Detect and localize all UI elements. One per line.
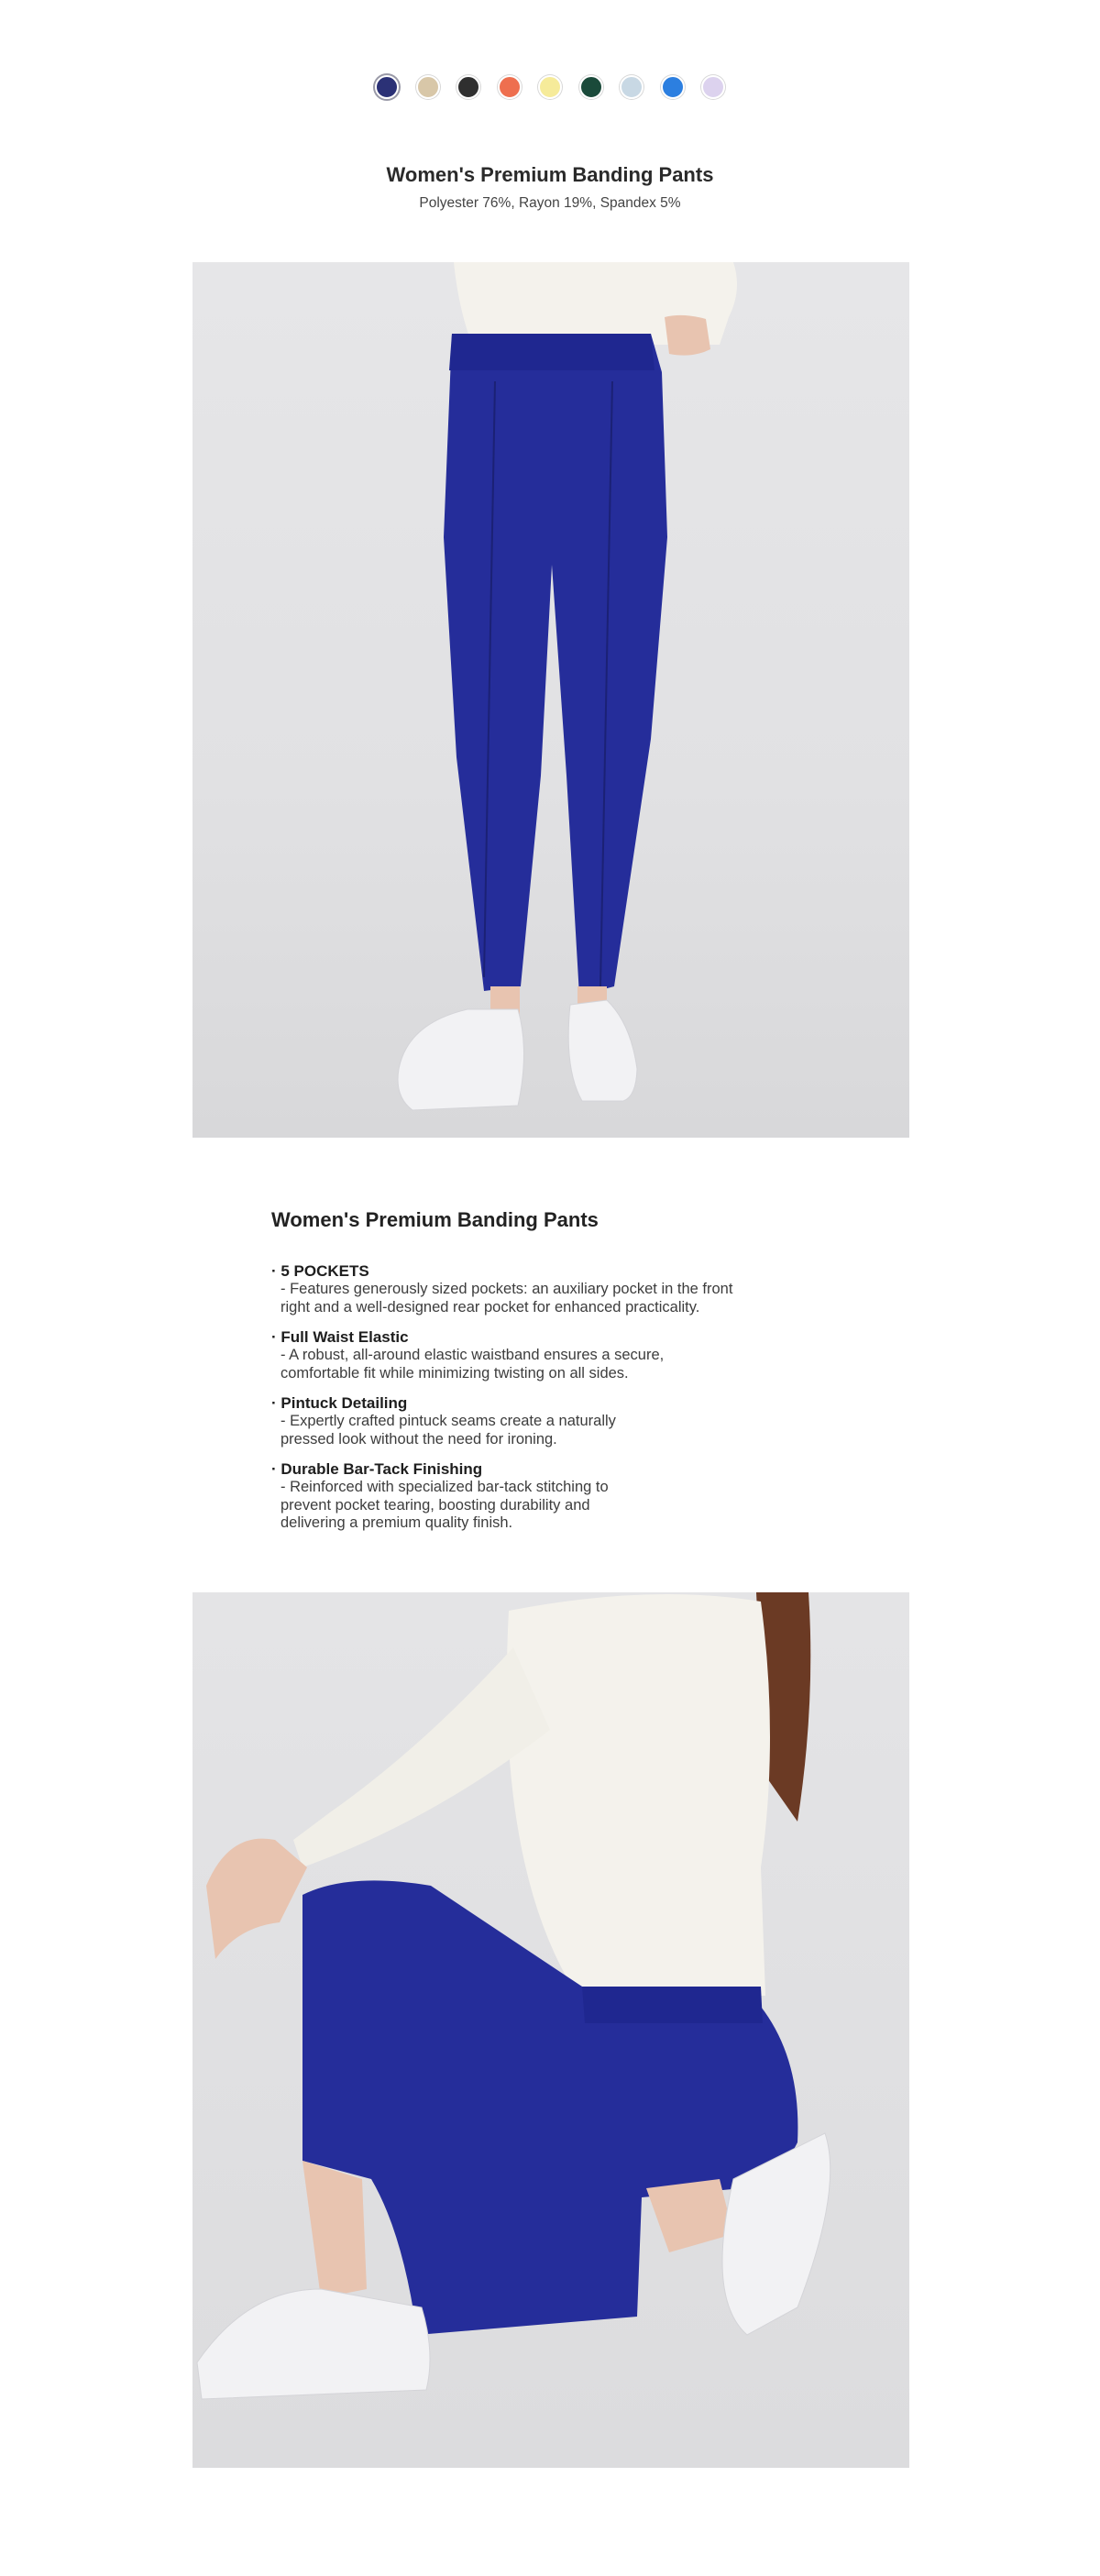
color-swatch[interactable] [375,75,399,99]
sleeve-shape [293,1647,550,1867]
shoe-left [398,1009,524,1110]
shoe-left [197,2289,430,2399]
color-swatch[interactable] [701,75,725,99]
feature-name: · Pintuck Detailing [271,1394,408,1412]
color-swatch[interactable] [416,75,440,99]
features-title: Women's Premium Banding Pants [271,1208,599,1231]
feature-item [271,1262,840,1316]
color-swatch[interactable] [538,75,562,99]
product-title: Women's Premium Banding Pants [386,163,714,186]
feature-name: · Full Waist Elastic [271,1328,409,1346]
shoe-right [568,1000,637,1101]
product-photo-front [192,262,909,1138]
color-swatch[interactable] [579,75,603,99]
feature-description: - Features generously sized pockets: an auxiliary pocket in the front right and a well-designed rear pocket for enhanced practicality. [280,1281,733,1316]
ankle-right [646,2179,733,2252]
model-front-illustration [192,262,909,1138]
color-swatch[interactable] [661,75,685,99]
color-swatch[interactable] [456,75,480,99]
hand-shape [665,315,710,356]
color-swatch-list [0,73,1100,101]
feature-list [271,1262,840,1545]
feature-description: - A robust, all-around elastic waistband ensures a secure, comfortable fit while minimizing twisting on all sides. [280,1347,665,1382]
feature-name: · 5 POCKETS [271,1262,369,1280]
color-swatch[interactable] [620,75,644,99]
product-photo-kneeling [192,1592,909,2468]
pants-shape [444,334,667,996]
hands-shape [206,1839,307,1959]
fabric-composition: Polyester 76%, Rayon 19%, Spandex 5% [419,195,681,211]
feature-description: - Expertly crafted pintuck seams create a naturally pressed look without the need for ironing. [280,1413,616,1448]
waistband-shape [449,334,654,370]
calf-shape [302,2161,367,2298]
feature-item [271,1394,840,1448]
model-kneeling-illustration [192,1592,909,2468]
feature-name: · Durable Bar-Tack Finishing [271,1460,483,1478]
feature-description: - Reinforced with specialized bar-tack stitching to prevent pocket tearing, boosting durability and delivering a premium quality finish. [280,1479,609,1531]
shirt-shape [507,1594,770,1996]
color-swatch[interactable] [498,75,522,99]
waistband-shape [582,1987,763,2023]
feature-item [271,1328,840,1382]
feature-item [271,1460,840,1533]
